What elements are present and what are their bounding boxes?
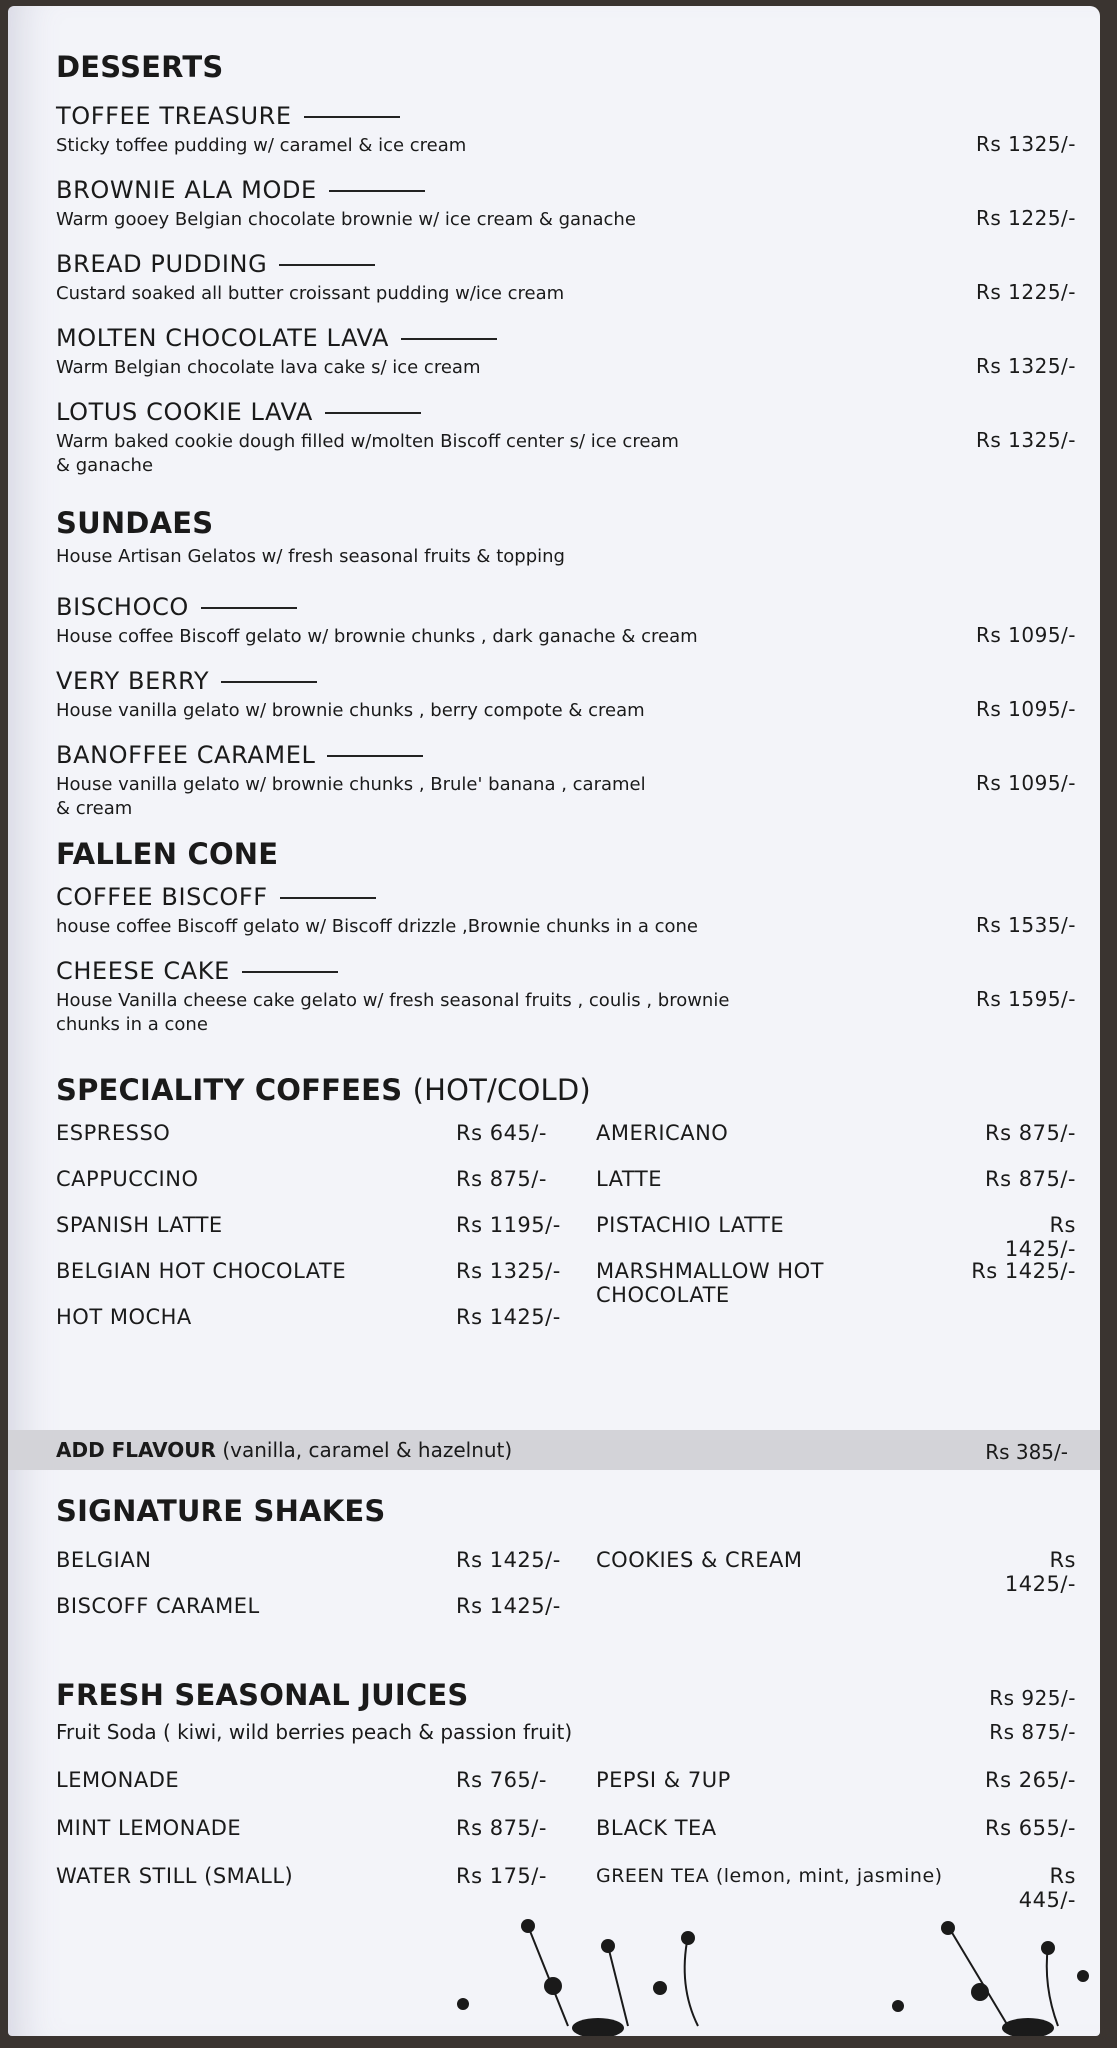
coffees-title-text: SPECIALITY COFFEES <box>56 1073 403 1107</box>
shake-name: BISCOFF CARAMEL <box>56 1594 260 1618</box>
item-name: TOFFEE TREASURE <box>56 102 400 130</box>
drink-price: Rs 875/- <box>456 1816 547 1840</box>
menu-item <box>56 102 1076 158</box>
coffee-name: CAPPUCCINO <box>56 1167 199 1191</box>
item-price: Rs 1225/- <box>975 280 1076 304</box>
coffee-name: ESPRESSO <box>56 1121 171 1145</box>
menu-item <box>56 957 1076 1037</box>
coffee-price: Rs 1195/- <box>456 1213 561 1237</box>
item-desc: House coffee Biscoff gelato w/ brownie chunks , dark ganache & cream <box>56 626 698 647</box>
desserts-title: DESSERTS <box>56 50 224 84</box>
item-name: MOLTEN CHOCOLATE LAVA <box>56 324 497 352</box>
menu-item <box>56 398 1076 478</box>
item-desc: house coffee Biscoff gelato w/ Biscoff drizzle ,Brownie chunks in a cone <box>56 916 698 937</box>
table-row <box>56 1594 1076 1640</box>
fruit-soda-line <box>56 1720 1076 1744</box>
drink-price: Rs 175/- <box>456 1864 547 1888</box>
coffee-name: MARSHMALLOW HOT CHOCOLATE <box>596 1259 824 1307</box>
desserts-list <box>56 102 1076 478</box>
shake-name: COOKIES & CREAM <box>596 1548 803 1572</box>
coffee-price: Rs 1425/- <box>456 1305 561 1329</box>
table-row <box>56 1305 1076 1351</box>
juices-grid <box>56 1768 1076 1912</box>
floral-decoration <box>8 1916 1100 2036</box>
menu-item <box>56 593 1076 649</box>
item-price: Rs 1325/- <box>975 354 1076 378</box>
table-row <box>56 1259 1076 1305</box>
item-price: Rs 1595/- <box>975 987 1076 1011</box>
shakes-section <box>56 1494 1076 1912</box>
drink-price: Rs 445/- <box>1018 1864 1076 1912</box>
coffee-name: PISTACHIO LATTE <box>596 1213 785 1237</box>
sundaes-title: SUNDAES <box>56 506 214 540</box>
add-flavour-detail: (vanilla, caramel & hazelnut) <box>222 1438 513 1462</box>
item-name: BROWNIE ALA MODE <box>56 176 425 204</box>
drink-price: Rs 765/- <box>456 1768 547 1792</box>
item-name: BISCHOCO <box>56 593 297 621</box>
item-price: Rs 1225/- <box>975 206 1076 230</box>
item-price: Rs 1325/- <box>975 428 1076 452</box>
coffee-price: Rs 875/- <box>456 1167 547 1191</box>
coffees-title <box>56 1073 1076 1107</box>
item-name: VERY BERRY <box>56 667 317 695</box>
item-desc: Warm gooey Belgian chocolate brownie w/ ice cream & ganache <box>56 209 636 230</box>
item-price: Rs 1325/- <box>975 132 1076 156</box>
table-row <box>56 1768 1076 1816</box>
table-row <box>56 1548 1076 1594</box>
coffee-name: AMERICANO <box>596 1121 729 1145</box>
fallen-cone-title: FALLEN CONE <box>56 837 279 871</box>
table-row <box>56 1864 1076 1912</box>
coffee-name: HOT MOCHA <box>56 1305 192 1329</box>
drink-name: LEMONADE <box>56 1768 180 1792</box>
coffees-subtitle: (HOT/COLD) <box>412 1073 591 1107</box>
shake-price: Rs 1425/- <box>456 1594 561 1618</box>
add-flavour-text <box>56 1438 512 1462</box>
menu-item <box>56 741 1076 821</box>
coffee-price: Rs 875/- <box>985 1167 1076 1191</box>
juices-title: FRESH SEASONAL JUICES <box>56 1678 469 1712</box>
drink-name: WATER STILL (SMALL) <box>56 1864 294 1888</box>
item-price: Rs 1535/- <box>975 913 1076 937</box>
item-desc: Warm baked cookie dough filled w/molten Biscoff center s/ ice cream & ganache <box>56 431 679 476</box>
fruit-soda: Fruit Soda ( kiwi, wild berries peach & passion fruit) <box>56 1720 573 1744</box>
menu-item <box>56 667 1076 723</box>
menu-item <box>56 250 1076 306</box>
drink-name: GREEN TEA (lemon, mint, jasmine) <box>596 1865 943 1887</box>
coffee-price: Rs 875/- <box>985 1121 1076 1145</box>
coffee-price: Rs 1325/- <box>456 1259 561 1283</box>
item-desc: Warm Belgian chocolate lava cake s/ ice cream <box>56 357 481 378</box>
shake-price: Rs 1425/- <box>456 1548 561 1572</box>
table-row <box>56 1816 1076 1864</box>
coffee-price: Rs 1425/- <box>1004 1213 1076 1261</box>
menu-item <box>56 324 1076 380</box>
item-desc: House vanilla gelato w/ brownie chunks , berry compote & cream <box>56 700 645 721</box>
drink-name: BLACK TEA <box>596 1816 717 1840</box>
menu-content <box>56 46 1076 1351</box>
coffee-name: SPANISH LATTE <box>56 1213 223 1237</box>
shake-name: BELGIAN <box>56 1548 152 1572</box>
add-flavour-label: ADD FLAVOUR <box>56 1438 216 1462</box>
shake-price: Rs 1425/- <box>1004 1548 1076 1596</box>
shakes-title: SIGNATURE SHAKES <box>56 1494 386 1528</box>
drink-price: Rs 655/- <box>985 1816 1076 1840</box>
item-desc: House Vanilla cheese cake gelato w/ fresh seasonal fruits , coulis , brownie chunks in a cone <box>56 990 730 1035</box>
item-price: Rs 1095/- <box>975 623 1076 647</box>
item-price: Rs 1095/- <box>975 697 1076 721</box>
juices-header <box>56 1678 1076 1712</box>
item-name: LOTUS COOKIE LAVA <box>56 398 421 426</box>
fruit-soda-price: Rs 875/- <box>989 1720 1076 1744</box>
add-flavour-price: Rs 385/- <box>985 1440 1068 1464</box>
coffee-price: Rs 645/- <box>456 1121 547 1145</box>
sundaes-list <box>56 593 1076 821</box>
sundaes-desc: House Artisan Gelatos w/ fresh seasonal fruits & topping <box>56 546 565 567</box>
item-name: COFFEE BISCOFF <box>56 883 376 911</box>
item-name: BANOFFEE CARAMEL <box>56 741 423 769</box>
menu-page <box>8 6 1100 2036</box>
item-desc: House vanilla gelato w/ brownie chunks , Brule' banana , caramel & cream <box>56 774 646 819</box>
item-name: CHEESE CAKE <box>56 957 338 985</box>
drink-name: PEPSI & 7UP <box>596 1768 731 1792</box>
menu-item <box>56 883 1076 939</box>
shakes-grid <box>56 1548 1076 1640</box>
juices-title-price: Rs 925/- <box>989 1686 1076 1710</box>
table-row <box>56 1121 1076 1167</box>
menu-item <box>56 176 1076 232</box>
drink-name: MINT LEMONADE <box>56 1816 242 1840</box>
drink-price: Rs 265/- <box>985 1768 1076 1792</box>
item-desc: Sticky toffee pudding w/ caramel & ice cream <box>56 135 467 156</box>
item-desc: Custard soaked all butter croissant pudding w/ice cream <box>56 283 565 304</box>
item-price: Rs 1095/- <box>975 771 1076 795</box>
item-name: BREAD PUDDING <box>56 250 375 278</box>
fallen-cone-list <box>56 883 1076 1037</box>
add-flavour-band <box>8 1430 1100 1470</box>
table-row <box>56 1167 1076 1213</box>
coffees-grid <box>56 1121 1076 1351</box>
coffee-price: Rs 1425/- <box>971 1259 1076 1283</box>
coffee-name: BELGIAN HOT CHOCOLATE <box>56 1259 347 1283</box>
table-row <box>56 1213 1076 1259</box>
coffee-name: LATTE <box>596 1167 662 1191</box>
